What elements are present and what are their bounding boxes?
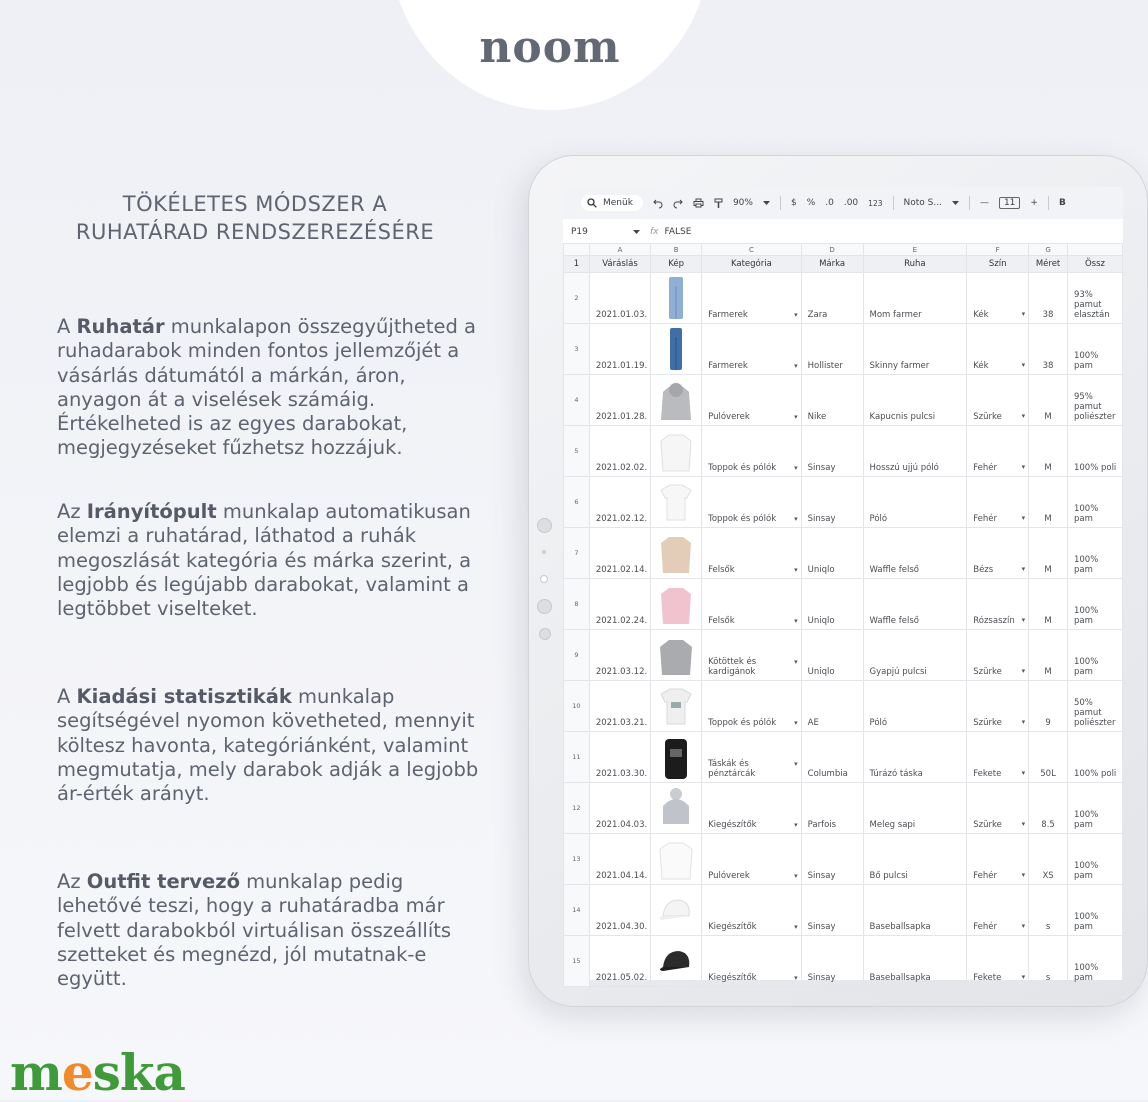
size-cell[interactable]: M: [1029, 426, 1068, 477]
clothing-thumbnail: [655, 682, 697, 730]
color-value: Fehér: [973, 922, 998, 932]
color-value: Bézs: [973, 565, 994, 575]
item-cell[interactable]: Mom farmer: [863, 273, 967, 324]
item-cell[interactable]: Kapucnis pulcsi: [863, 375, 967, 426]
category-value: Felsők: [708, 616, 735, 626]
row-number[interactable]: 14: [564, 885, 590, 936]
row-number[interactable]: 2: [564, 273, 590, 324]
date-cell[interactable]: 2021.03.21.: [589, 681, 650, 732]
dropdown-arrow-icon[interactable]: ▾: [794, 923, 798, 931]
brand-cell[interactable]: Uniqlo: [801, 528, 863, 579]
dropdown-arrow-icon[interactable]: ▾: [1021, 463, 1026, 471]
column-letter[interactable]: G: [1029, 244, 1068, 256]
headline-line-2: RUHATÁRAD RENDSZEREZÉSÉRE: [75, 220, 435, 244]
tablet-button: [537, 518, 552, 533]
table-row: [564, 885, 1123, 936]
color-value: Kék: [973, 361, 989, 371]
font-size-decrease-button[interactable]: —: [979, 198, 989, 208]
row-number[interactable]: 4: [564, 375, 590, 426]
category-cell[interactable]: [702, 732, 802, 783]
color-cell[interactable]: [967, 426, 1029, 477]
header-cell[interactable]: Kategória: [702, 256, 802, 273]
size-cell[interactable]: M: [1029, 375, 1068, 426]
dropdown-arrow-icon[interactable]: ▾: [794, 760, 798, 768]
row-number[interactable]: 15: [564, 936, 590, 987]
row-number[interactable]: 12: [564, 783, 590, 834]
color-cell[interactable]: [967, 630, 1029, 681]
size-cell[interactable]: M: [1029, 630, 1068, 681]
dropdown-arrow-icon[interactable]: ▾: [794, 362, 798, 370]
toolbar-separator: [1048, 196, 1049, 210]
column-letter[interactable]: B: [651, 244, 702, 256]
dropdown-arrow-icon[interactable]: ▾: [794, 413, 798, 421]
color-cell[interactable]: [967, 324, 1029, 375]
category-cell[interactable]: [702, 426, 802, 477]
color-value: Fehér: [973, 514, 998, 524]
paragraph-text: A: [57, 685, 77, 708]
dropdown-arrow-icon[interactable]: ▾: [794, 658, 798, 666]
item-cell[interactable]: Waffle felső: [863, 579, 967, 630]
item-cell[interactable]: Baseballsapka: [863, 936, 967, 987]
noom-logo: noom: [479, 22, 621, 73]
header-cell[interactable]: Márka: [801, 256, 863, 273]
dropdown-arrow-icon[interactable]: ▾: [794, 617, 798, 625]
date-cell[interactable]: 2021.03.12.: [589, 630, 650, 681]
item-cell[interactable]: Skinny farmer: [863, 324, 967, 375]
tablet-camera: [540, 575, 548, 583]
item-cell[interactable]: Hosszú ujjú póló: [863, 426, 967, 477]
dropdown-arrow-icon[interactable]: ▾: [794, 974, 798, 982]
color-cell[interactable]: [967, 273, 1029, 324]
color-cell[interactable]: [967, 732, 1029, 783]
zoom-select[interactable]: 90%: [732, 198, 753, 208]
material-cell[interactable]: 100% pam: [1067, 885, 1122, 936]
dropdown-arrow-icon[interactable]: ▾: [794, 872, 798, 880]
spreadsheet-screen: [563, 187, 1123, 983]
menu-search-label: Menük: [603, 198, 633, 208]
category-cell[interactable]: [702, 681, 802, 732]
table-row: [564, 579, 1123, 630]
brand-cell[interactable]: Nike: [801, 375, 863, 426]
color-value: Szürke: [973, 820, 1002, 830]
formula-input[interactable]: FALSE: [664, 227, 692, 237]
dropdown-arrow-icon[interactable]: [763, 201, 770, 206]
dropdown-arrow-icon[interactable]: ▾: [1021, 718, 1026, 726]
header-cell[interactable]: Ruha: [863, 256, 967, 273]
material-cell[interactable]: 100% pam: [1067, 834, 1122, 885]
row-number[interactable]: 5: [564, 426, 590, 477]
table-row: [564, 681, 1123, 732]
image-cell[interactable]: [651, 579, 702, 630]
category-value: Kiegészítők: [708, 922, 757, 932]
date-cell[interactable]: 2021.01.03.: [589, 273, 650, 324]
color-value: Fehér: [973, 463, 998, 473]
header-cell[interactable]: Váráslás: [589, 256, 650, 273]
image-cell[interactable]: [651, 732, 702, 783]
meska-logo-part: ska: [92, 1043, 185, 1102]
material-cell[interactable]: 93% pamut elasztán: [1067, 273, 1122, 324]
category-cell[interactable]: [702, 375, 802, 426]
brand-cell[interactable]: Parfois: [801, 783, 863, 834]
meska-logo-part: m: [10, 1043, 62, 1102]
toolbar-separator: [969, 196, 970, 210]
font-size-input[interactable]: 11: [999, 197, 1020, 209]
table-row: [564, 528, 1123, 579]
column-letter[interactable]: D: [801, 244, 863, 256]
color-value: Rózsaszín: [973, 616, 1015, 626]
image-cell[interactable]: [651, 426, 702, 477]
color-cell[interactable]: [967, 681, 1029, 732]
size-cell[interactable]: 38: [1029, 324, 1068, 375]
material-cell[interactable]: 100% pam: [1067, 324, 1122, 375]
image-cell[interactable]: [651, 324, 702, 375]
date-cell[interactable]: 2021.02.12.: [589, 477, 650, 528]
image-cell[interactable]: [651, 630, 702, 681]
dropdown-arrow-icon[interactable]: ▾: [794, 311, 798, 319]
dropdown-arrow-icon[interactable]: [633, 230, 640, 235]
table-row: [564, 426, 1123, 477]
brand-cell[interactable]: Uniqlo: [801, 630, 863, 681]
number-format-button[interactable]: 123: [868, 198, 883, 208]
row-number[interactable]: 13: [564, 834, 590, 885]
color-value: Fehér: [973, 871, 998, 881]
category-value: Kötöttek és kardigánok: [708, 657, 757, 677]
color-cell[interactable]: [967, 375, 1029, 426]
spreadsheet-grid: [563, 243, 1123, 987]
brand-cell[interactable]: Sinsay: [801, 936, 863, 987]
material-cell[interactable]: 100% pam: [1067, 783, 1122, 834]
category-value: Farmerek: [708, 361, 748, 371]
tablet-button: [539, 628, 551, 640]
category-cell[interactable]: [702, 273, 802, 324]
table-row: [564, 732, 1123, 783]
image-cell[interactable]: [651, 528, 702, 579]
toolbar: [563, 187, 1123, 219]
font-select[interactable]: Noto S...: [903, 198, 942, 208]
table-row: [564, 324, 1123, 375]
row-number[interactable]: 9: [564, 630, 590, 681]
clothing-thumbnail: [655, 937, 697, 985]
size-cell[interactable]: M: [1029, 477, 1068, 528]
category-cell[interactable]: [702, 783, 802, 834]
header-cell[interactable]: Szín: [967, 256, 1029, 273]
paragraph-bold: Kiadási statisztikák: [76, 685, 292, 708]
size-cell[interactable]: 38: [1029, 273, 1068, 324]
dropdown-arrow-icon[interactable]: ▾: [1021, 310, 1026, 318]
color-value: Szürke: [973, 667, 1002, 677]
category-value: Farmerek: [708, 310, 748, 320]
dropdown-arrow-icon[interactable]: ▾: [1021, 361, 1026, 369]
column-letter[interactable]: A: [589, 244, 650, 256]
material-cell[interactable]: 100% pam: [1067, 477, 1122, 528]
currency-format-button[interactable]: $: [790, 198, 797, 208]
paragraph-text: munkalapon összegyűjtheted a ruhadarabok minden fontos jellemzőjét a vásárlás dátumától a márkán, áron, anyagon át a viselések számáig. Értékelheted is az egyes darabokat, megjegyzéseket fűzhetsz hozzájuk.: [57, 315, 476, 460]
image-cell[interactable]: [651, 783, 702, 834]
item-cell[interactable]: Meleg sapi: [863, 783, 967, 834]
increase-decimal-button[interactable]: .00: [843, 198, 859, 208]
category-cell[interactable]: [702, 528, 802, 579]
paragraph-bold: Outfit tervező: [86, 870, 240, 893]
category-cell[interactable]: [702, 324, 802, 375]
color-cell[interactable]: [967, 936, 1029, 987]
paragraph-kiadasi: [57, 685, 487, 806]
paragraph-text: Az: [57, 500, 87, 523]
paragraph-bold: Irányítópult: [86, 500, 217, 523]
item-cell[interactable]: Baseballsapka: [863, 885, 967, 936]
cell-reference[interactable]: P19: [571, 227, 588, 237]
toolbar-separator: [780, 196, 781, 210]
header-row: [564, 256, 1123, 273]
dropdown-arrow-icon[interactable]: ▾: [1021, 820, 1026, 828]
table-row: [564, 783, 1123, 834]
date-cell[interactable]: 2021.01.28.: [589, 375, 650, 426]
corner-cell[interactable]: [564, 244, 590, 256]
column-letter[interactable]: E: [863, 244, 967, 256]
formula-bar: [563, 223, 1123, 241]
image-cell[interactable]: [651, 375, 702, 426]
size-cell[interactable]: s: [1029, 885, 1068, 936]
category-cell[interactable]: [702, 630, 802, 681]
item-cell[interactable]: Bő pulcsi: [863, 834, 967, 885]
date-cell[interactable]: 2021.04.03.: [589, 783, 650, 834]
font-size-increase-button[interactable]: +: [1030, 198, 1038, 208]
clothing-thumbnail: [655, 835, 697, 883]
dropdown-arrow-icon[interactable]: ▾: [1021, 769, 1026, 777]
clothing-thumbnail: [655, 325, 697, 373]
date-cell[interactable]: 2021.05.02.: [589, 936, 650, 987]
dropdown-arrow-icon[interactable]: ▾: [1021, 412, 1026, 420]
color-cell[interactable]: [967, 579, 1029, 630]
fx-icon: fx: [650, 227, 659, 237]
clothing-thumbnail: [655, 886, 697, 934]
table-row: [564, 375, 1123, 426]
brand-cell[interactable]: Uniqlo: [801, 579, 863, 630]
material-cell[interactable]: 50% pamut poliészter: [1067, 681, 1122, 732]
print-icon[interactable]: [693, 198, 704, 208]
row-number[interactable]: 7: [564, 528, 590, 579]
undo-icon[interactable]: [653, 198, 663, 208]
paragraph-iranyitopult: [57, 500, 487, 621]
menu-search[interactable]: [581, 195, 643, 211]
column-letter[interactable]: [1067, 244, 1122, 256]
paragraph-outfit: [57, 870, 487, 991]
image-cell[interactable]: [651, 885, 702, 936]
category-value: Kiegészítők: [708, 820, 757, 830]
color-value: Fekete: [973, 769, 1002, 779]
size-cell[interactable]: XS: [1029, 834, 1068, 885]
paragraph-text: Az: [57, 870, 87, 893]
clothing-thumbnail: [655, 580, 697, 628]
row-number[interactable]: 3: [564, 324, 590, 375]
category-value: Kiegészítők: [708, 973, 757, 983]
color-cell[interactable]: [967, 477, 1029, 528]
dropdown-arrow-icon[interactable]: ▾: [1021, 667, 1026, 675]
redo-icon[interactable]: [673, 198, 683, 208]
size-cell[interactable]: 9: [1029, 681, 1068, 732]
clothing-thumbnail: [655, 529, 697, 577]
color-value: Fekete: [973, 973, 1002, 983]
category-cell[interactable]: [702, 936, 802, 987]
date-cell[interactable]: 2021.01.19.: [589, 324, 650, 375]
material-cell[interactable]: 100% pam: [1067, 579, 1122, 630]
paragraph-text: munkalap pedig lehetővé teszi, hogy a ruhatáradba már felvett darabokból virtuálisan összeállíts szetteket és megnézd, jól mutatnak-e együtt.: [57, 870, 452, 991]
meska-logo-part: e: [61, 1043, 93, 1102]
paragraph-text: munkalap automatikusan elemzi a ruhatárad, láthatod a ruhák megoszlását kategória és márka szerint, a legjobb és legújabb darabokat, valamint a legtöbbet viselteket.: [57, 500, 472, 621]
category-cell[interactable]: [702, 834, 802, 885]
tablet-dot: [542, 550, 546, 554]
clothing-thumbnail: [655, 733, 697, 781]
category-cell[interactable]: [702, 579, 802, 630]
date-cell[interactable]: 2021.02.14.: [589, 528, 650, 579]
dropdown-arrow-icon[interactable]: ▾: [1021, 973, 1026, 981]
page-headline: [40, 190, 470, 246]
brand-cell[interactable]: Sinsay: [801, 426, 863, 477]
category-value: Pulóverek: [708, 412, 750, 422]
column-letter[interactable]: F: [967, 244, 1029, 256]
color-value: Szürke: [973, 412, 1002, 422]
color-value: Szürke: [973, 718, 1002, 728]
category-value: Toppok és pólók: [708, 718, 777, 728]
tablet-button: [537, 599, 552, 614]
table-row: [564, 936, 1123, 987]
category-value: Toppok és pólók: [708, 514, 777, 524]
clothing-thumbnail: [655, 427, 697, 475]
brand-cell[interactable]: Sinsay: [801, 477, 863, 528]
clothing-thumbnail: [655, 478, 697, 526]
category-value: Pulóverek: [708, 871, 750, 881]
brand-cell[interactable]: Sinsay: [801, 834, 863, 885]
color-cell[interactable]: [967, 885, 1029, 936]
table-row: [564, 477, 1123, 528]
date-cell[interactable]: 2021.02.24.: [589, 579, 650, 630]
item-cell[interactable]: Póló: [863, 681, 967, 732]
table-row: [564, 834, 1123, 885]
material-cell[interactable]: 100% pam: [1067, 528, 1122, 579]
brand-cell[interactable]: Columbia: [801, 732, 863, 783]
category-cell[interactable]: [702, 885, 802, 936]
clothing-thumbnail: [655, 376, 697, 424]
decrease-decimal-button[interactable]: .0: [825, 198, 834, 208]
row-number[interactable]: 10: [564, 681, 590, 732]
size-cell[interactable]: 8.5: [1029, 783, 1068, 834]
material-cell[interactable]: 100% poli: [1067, 732, 1122, 783]
image-cell[interactable]: [651, 273, 702, 324]
clothing-thumbnail: [655, 274, 697, 322]
paint-format-icon[interactable]: [714, 198, 723, 209]
percent-format-button[interactable]: %: [806, 198, 816, 208]
row-number[interactable]: 8: [564, 579, 590, 630]
brand-cell[interactable]: Zara: [801, 273, 863, 324]
row-number[interactable]: 11: [564, 732, 590, 783]
dropdown-arrow-icon[interactable]: ▾: [794, 719, 798, 727]
item-cell[interactable]: Túrázó táska: [863, 732, 967, 783]
header-cell[interactable]: Kép: [651, 256, 702, 273]
category-cell[interactable]: [702, 477, 802, 528]
clothing-thumbnail: [655, 631, 697, 679]
dropdown-arrow-icon[interactable]: ▾: [794, 821, 798, 829]
dropdown-arrow-icon[interactable]: ▾: [794, 566, 798, 574]
header-cell[interactable]: Méret: [1029, 256, 1068, 273]
image-cell[interactable]: [651, 681, 702, 732]
size-cell[interactable]: s: [1029, 936, 1068, 987]
paragraph-text: munkalap segítségével nyomon követheted, mennyit költesz havonta, kategóriánként, valamint megmutatja, mely darabok adják a legjobb ár-érték arányt.: [57, 685, 479, 806]
dropdown-arrow-icon[interactable]: ▾: [1021, 616, 1026, 624]
size-cell[interactable]: M: [1029, 579, 1068, 630]
paragraph-ruhatar: [57, 315, 487, 461]
size-cell[interactable]: 50L: [1029, 732, 1068, 783]
material-cell[interactable]: 100% pam: [1067, 630, 1122, 681]
category-value: Táskák és pénztárcák: [708, 759, 756, 779]
image-cell[interactable]: [651, 936, 702, 987]
dropdown-arrow-icon[interactable]: ▾: [1021, 565, 1026, 573]
dropdown-arrow-icon[interactable]: ▾: [1021, 922, 1026, 930]
column-letter[interactable]: C: [702, 244, 802, 256]
dropdown-arrow-icon[interactable]: ▾: [794, 464, 798, 472]
dropdown-arrow-icon[interactable]: ▾: [1021, 514, 1026, 522]
column-letters-row: [564, 244, 1123, 256]
size-cell[interactable]: M: [1029, 528, 1068, 579]
date-cell[interactable]: 2021.04.14.: [589, 834, 650, 885]
date-cell[interactable]: 2021.03.30.: [589, 732, 650, 783]
clothing-thumbnail: [655, 784, 697, 832]
material-cell[interactable]: 95% pamut poliészter: [1067, 375, 1122, 426]
material-cell[interactable]: 100% poli: [1067, 426, 1122, 477]
table-row: [564, 630, 1123, 681]
image-cell[interactable]: [651, 477, 702, 528]
brand-cell[interactable]: Sinsay: [801, 885, 863, 936]
search-icon: [587, 198, 597, 208]
category-value: Felsők: [708, 565, 735, 575]
item-cell[interactable]: Gyapjú pulcsi: [863, 630, 967, 681]
toolbar-separator: [893, 196, 894, 210]
category-value: Toppok és pólók: [708, 463, 777, 473]
item-cell[interactable]: Waffle felső: [863, 528, 967, 579]
brand-cell[interactable]: Hollister: [801, 324, 863, 375]
dropdown-arrow-icon[interactable]: [952, 201, 959, 206]
row-number[interactable]: 1: [564, 256, 590, 273]
dropdown-arrow-icon[interactable]: ▾: [794, 515, 798, 523]
color-cell[interactable]: [967, 783, 1029, 834]
item-cell[interactable]: Póló: [863, 477, 967, 528]
bold-button[interactable]: B: [1058, 198, 1066, 208]
color-value: Kék: [973, 310, 989, 320]
meska-logo: [10, 1043, 185, 1102]
dropdown-arrow-icon[interactable]: ▾: [1021, 871, 1026, 879]
table-row: [564, 273, 1123, 324]
color-cell[interactable]: [967, 528, 1029, 579]
image-cell[interactable]: [651, 834, 702, 885]
date-cell[interactable]: 2021.04.30.: [589, 885, 650, 936]
row-number[interactable]: 6: [564, 477, 590, 528]
paragraph-text: A: [57, 315, 77, 338]
brand-cell[interactable]: AE: [801, 681, 863, 732]
color-cell[interactable]: [967, 834, 1029, 885]
headline-line-1: TÖKÉLETES MÓDSZER A: [122, 192, 388, 216]
date-cell[interactable]: 2021.02.02.: [589, 426, 650, 477]
header-cell[interactable]: Össz: [1067, 256, 1122, 273]
material-cell[interactable]: 100% pam: [1067, 936, 1122, 987]
paragraph-bold: Ruhatár: [76, 315, 165, 338]
